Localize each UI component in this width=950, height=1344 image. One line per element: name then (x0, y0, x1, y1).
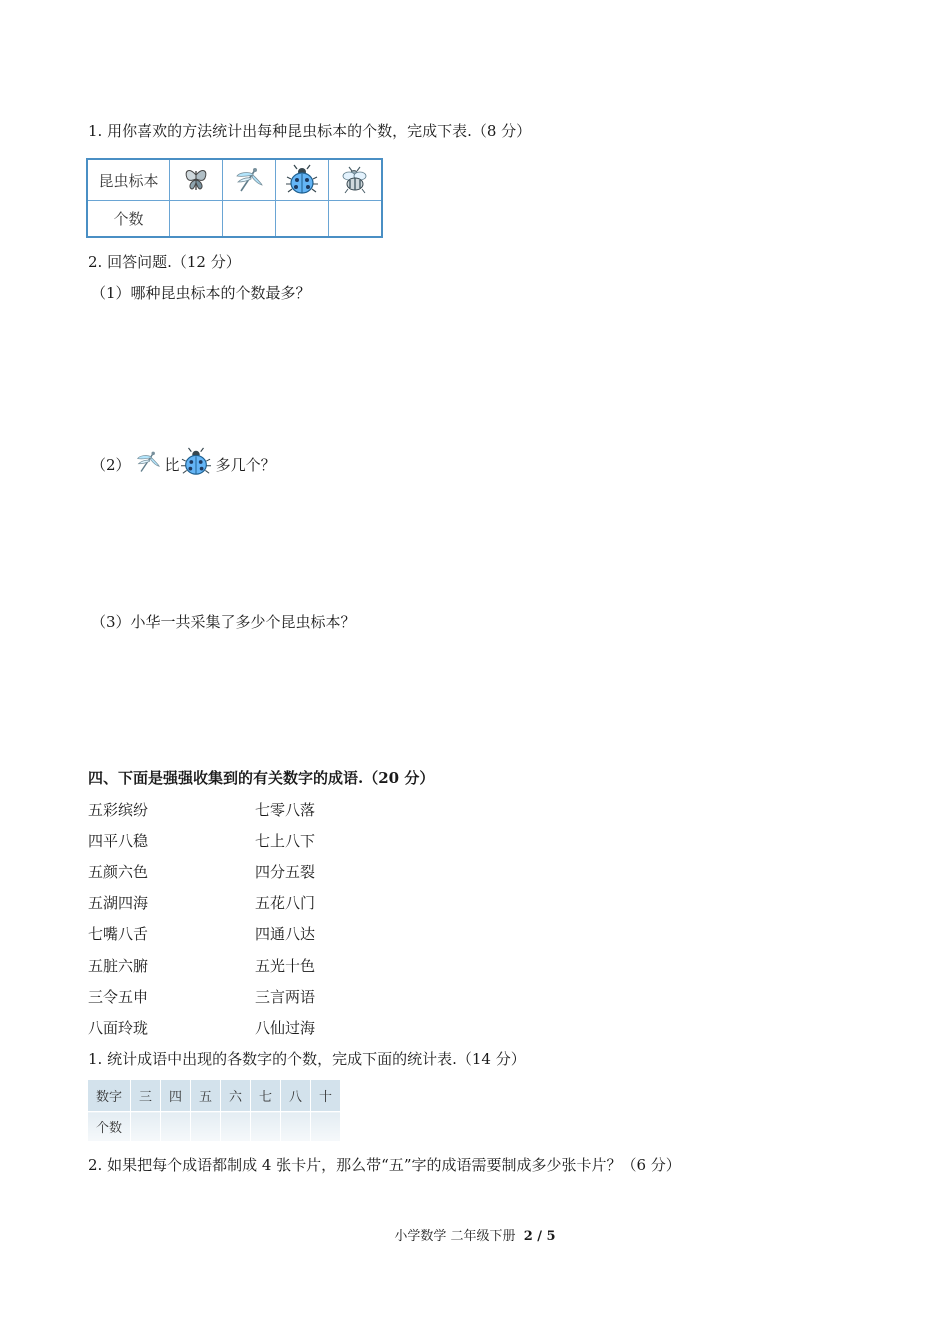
idiom-item: 五彩缤纷 (88, 801, 149, 819)
footer-text: 小学数学 二年级下册 (394, 1229, 516, 1244)
question-2: 2. 回答问题.（12 分） (88, 253, 241, 271)
count-cell-dragonfly[interactable] (223, 201, 276, 238)
question-2-1: （1）哪种昆虫标本的个数最多？ (91, 284, 311, 302)
digit-count-table (88, 1080, 341, 1141)
question-2-3: （3）小华一共采集了多少个昆虫标本？ (91, 613, 356, 631)
idiom-item: 三令五申 (88, 988, 149, 1006)
section-4-question-1: 1. 统计成语中出现的各数字的个数，完成下面的统计表.（14 分） (88, 1050, 526, 1068)
idiom-item: 八面玲珑 (88, 1019, 149, 1037)
digit-header: 四 (161, 1080, 191, 1112)
question-2-2-mid: 比 (164, 456, 180, 474)
idiom-item: 八仙过海 (255, 1019, 316, 1037)
digit-count-cell[interactable] (251, 1112, 281, 1142)
digit-header: 六 (221, 1080, 251, 1112)
digit-table-count-label: 个数 (88, 1112, 131, 1142)
digit-count-cell[interactable] (311, 1112, 341, 1142)
digit-table-header-label: 数字 (88, 1080, 131, 1112)
digit-count-cell[interactable] (131, 1112, 161, 1142)
digit-count-cell[interactable] (281, 1112, 311, 1142)
section-4-title: 四、下面是强强收集到的有关数字的成语.（20 分） (88, 769, 435, 787)
count-cell-bee[interactable] (329, 201, 383, 238)
insect-table-header-label: 昆虫标本 (87, 159, 170, 201)
digit-header: 三 (131, 1080, 161, 1112)
idiom-item: 四通八达 (255, 925, 316, 943)
idiom-item: 七嘴八舌 (88, 925, 149, 943)
question-2-2 (91, 447, 276, 485)
idiom-item: 四分五裂 (255, 863, 316, 881)
digit-header: 十 (311, 1080, 341, 1112)
dragonfly-icon (131, 449, 165, 483)
count-cell-ladybug[interactable] (276, 201, 329, 238)
ladybug-icon (180, 447, 212, 485)
bee-icon (329, 159, 383, 201)
idiom-item: 七上八下 (255, 832, 316, 850)
idiom-item: 五脏六腑 (88, 957, 149, 975)
ladybug-icon (276, 159, 329, 201)
idiom-item: 五湖四海 (88, 894, 149, 912)
idiom-item: 五花八门 (255, 894, 316, 912)
digit-header: 七 (251, 1080, 281, 1112)
idiom-item: 五颜六色 (88, 863, 149, 881)
idiom-item: 五光十色 (255, 957, 316, 975)
page-number: 2 / 5 (523, 1229, 556, 1244)
idiom-item: 七零八落 (255, 801, 316, 819)
digit-count-cell[interactable] (221, 1112, 251, 1142)
butterfly-icon (170, 159, 223, 201)
dragonfly-icon (223, 159, 276, 201)
digit-count-cell[interactable] (191, 1112, 221, 1142)
digit-header: 八 (281, 1080, 311, 1112)
count-cell-butterfly[interactable] (170, 201, 223, 238)
question-1: 1. 用你喜欢的方法统计出每种昆虫标本的个数，完成下表.（8 分） (88, 122, 532, 140)
idiom-item: 四平八稳 (88, 832, 149, 850)
question-2-2-prefix: （2） (91, 456, 131, 474)
section-4-question-2: 2. 如果把每个成语都制成 4 张卡片，那么带“五”字的成语需要制成多少张卡片？（6 分） (88, 1156, 681, 1174)
digit-header: 五 (191, 1080, 221, 1112)
insect-table-count-label: 个数 (87, 201, 170, 238)
digit-count-cell[interactable] (161, 1112, 191, 1142)
insect-count-table (86, 158, 383, 238)
page-footer (0, 1228, 950, 1246)
question-2-2-suffix: 多几个？ (215, 456, 276, 474)
idiom-item: 三言两语 (255, 988, 316, 1006)
